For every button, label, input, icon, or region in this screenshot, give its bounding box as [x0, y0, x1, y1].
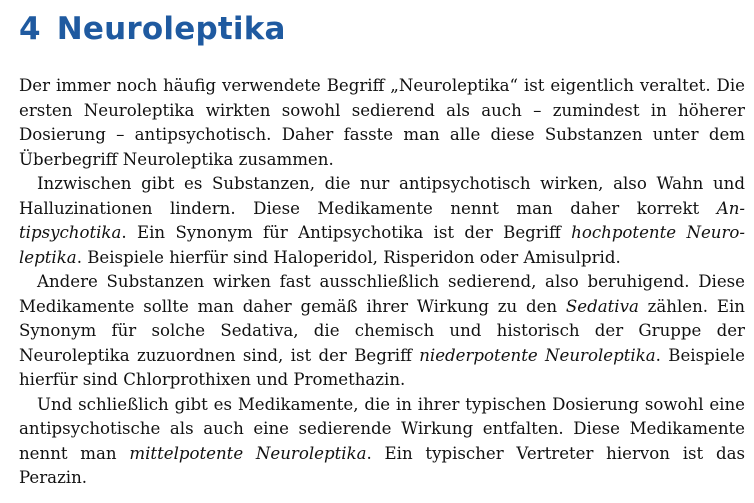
text-run: Und schließlich gibt es Medikamente, die in ihrer typischen Dosierung sowohl eine antipsychotische als auch eine sedierende Wirkung entfalten. Diese Medikamente nennt man [19, 394, 745, 463]
paragraph [19, 393, 745, 491]
italic-term: mittelpotente Neuroleptika [129, 443, 367, 463]
text-run: . Beispiele hierfür sind Haloperidol, Risperidon oder Amisulprid. [76, 247, 621, 267]
paragraph [19, 74, 745, 172]
chapter-title: Neuroleptika [56, 11, 286, 47]
text-run: . Ein Synonym für Antipsychotika ist der Begriff [121, 223, 572, 242]
italic-term: niederpotente Neuroleptika [419, 345, 656, 365]
book-page [19, 8, 745, 491]
text-run: . Ein typischer Vertreter hiervon ist das Perazin. [19, 443, 745, 487]
paragraph [19, 270, 745, 393]
text-run: zählen. Ein Synonym für solche Sedativa, die chemisch und historisch der Gruppe der Neuroleptika zuzuordnen sind, ist der Begriff [19, 296, 745, 365]
text-run: Andere Substanzen wirken fast ausschließlich sedierend, also beruhigend. Diese Medikamente sollte man daher gemäß ihrer Wirkung zu den [19, 272, 745, 316]
chapter-body-text [19, 74, 745, 491]
paragraph [19, 172, 745, 270]
italic-term: hochpotente Neuroleptika [19, 223, 746, 267]
chapter-number: 4 [19, 11, 41, 47]
text-run: Inzwischen gibt es Substanzen, die nur antipsychotisch wirken, also Wahn und Halluzinationen lindern. Diese Medikamente nennt man daher korrekt [19, 174, 745, 218]
chapter-heading [19, 8, 745, 50]
text-run: . Beispiele hierfür sind Chlorprothixen und Promethazin. [19, 345, 745, 389]
italic-term: Sedativa [565, 296, 639, 316]
italic-term: Antipsychotika [19, 198, 745, 242]
text-run: Der immer noch häufig verwendete Begriff „Neuroleptika“ ist eigentlich veraltet. Die ersten Neuroleptika wirkten sowohl sedierend als auch – zumindest in höherer Dosierung – antipsychotisch. Daher fasste man alle diese Substanzen unter dem Überbegriff Neuroleptika zusammen. [19, 76, 745, 169]
